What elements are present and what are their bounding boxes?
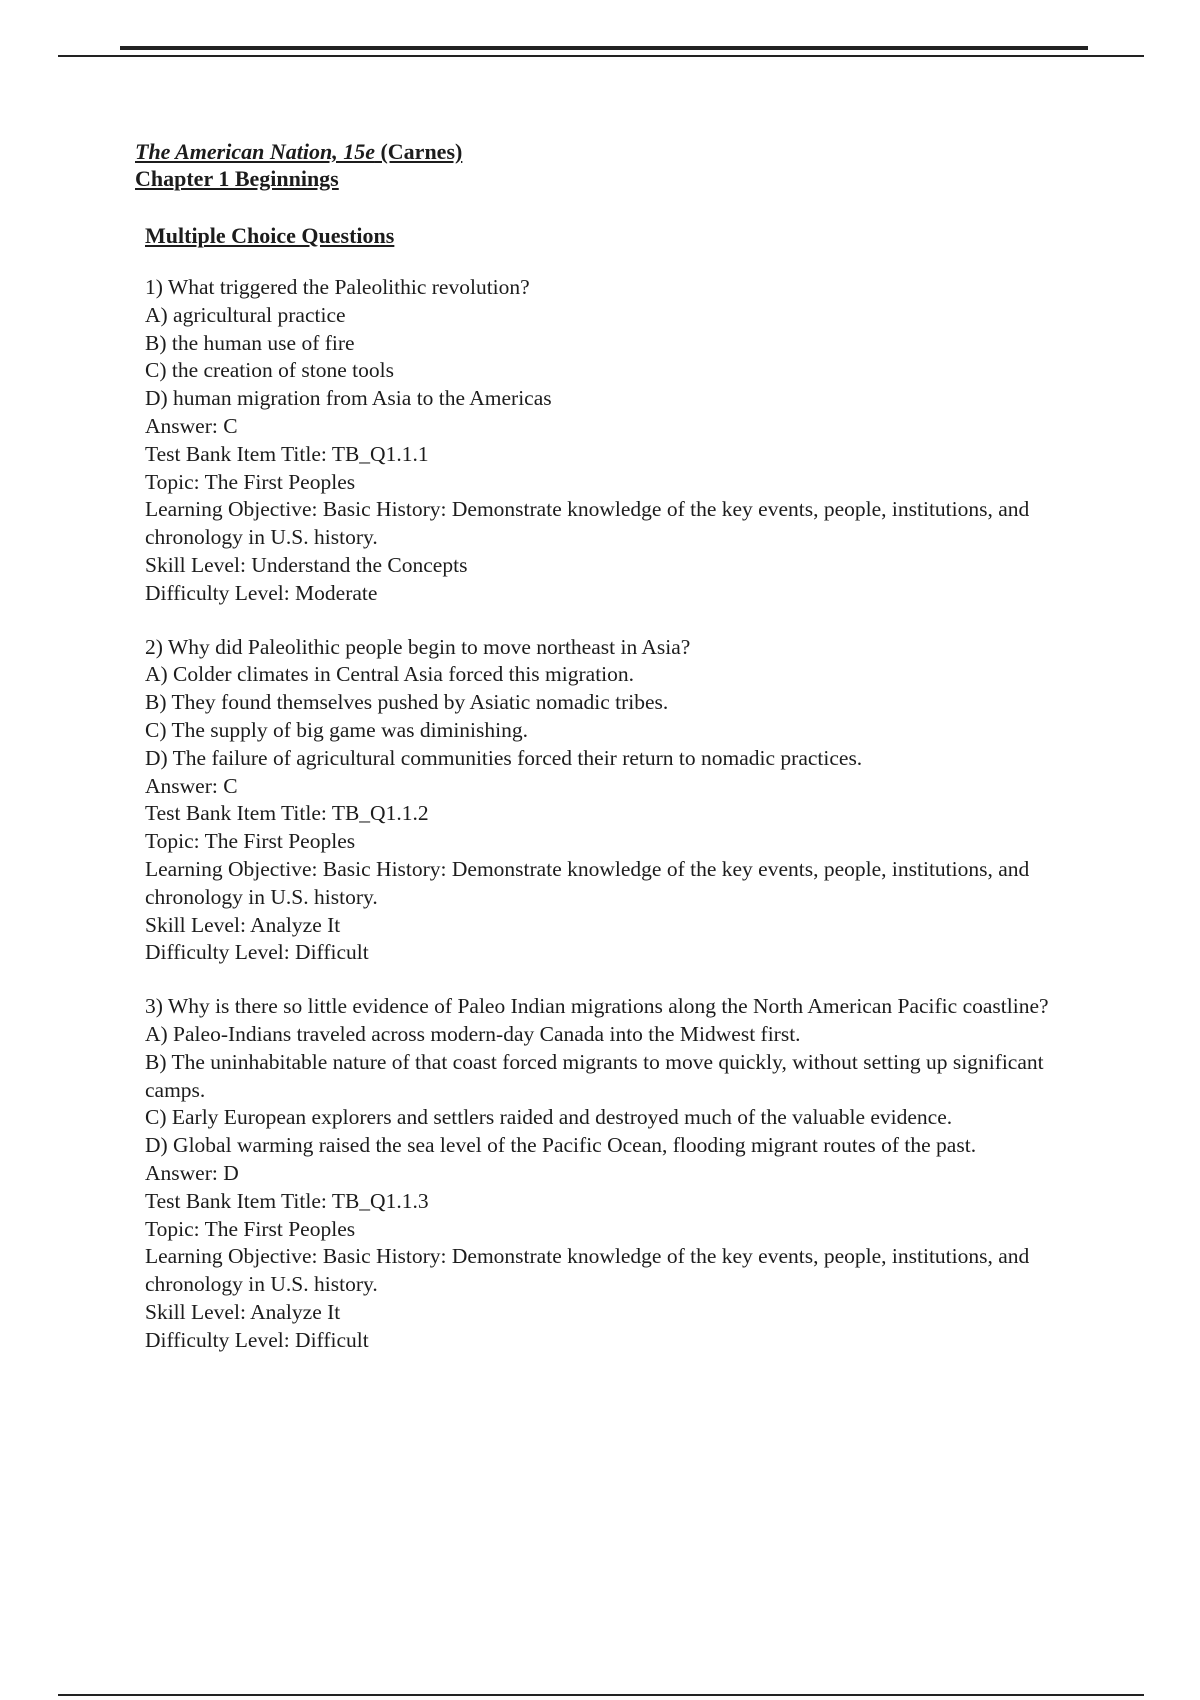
answer-option-b: B) The uninhabitable nature of that coast forced migrants to move quickly, without setting up significant camps. <box>145 1049 1044 1102</box>
answer-option-d: D) Global warming raised the sea level of the Pacific Ocean, flooding migrant routes of the past. <box>145 1133 977 1158</box>
difficulty-level: Difficulty Level: Moderate <box>145 580 378 605</box>
item-title: Test Bank Item Title: TB_Q1.1.3 <box>145 1188 429 1213</box>
section-heading: Multiple Choice Questions <box>145 223 395 248</box>
answer-option-c: C) The supply of big game was diminishing. <box>145 717 528 742</box>
learning-objective: Learning Objective: Basic History: Demonstrate knowledge of the key events, people, institutions, and chronology in U.S. history. <box>145 497 1030 550</box>
skill-level: Skill Level: Analyze It <box>145 912 341 937</box>
learning-objective: Learning Objective: Basic History: Demonstrate knowledge of the key events, people, institutions, and chronology in U.S. history. <box>145 1244 1030 1297</box>
question-1 <box>145 274 1105 608</box>
question-stem: 2) Why did Paleolithic people begin to move northeast in Asia? <box>145 634 691 659</box>
answer-key: Answer: D <box>145 1160 239 1185</box>
answer-option-a: A) Colder climates in Central Asia forced this migration. <box>145 662 635 687</box>
difficulty-level: Difficulty Level: Difficult <box>145 940 369 965</box>
header-rule <box>58 55 1144 57</box>
item-title: Test Bank Item Title: TB_Q1.1.1 <box>145 441 429 466</box>
answer-option-b: B) They found themselves pushed by Asiatic nomadic tribes. <box>145 690 669 715</box>
footer-rule <box>58 1694 1144 1696</box>
answer-key: Answer: C <box>145 413 238 438</box>
answer-option-a: A) agricultural practice <box>145 302 346 327</box>
difficulty-level: Difficulty Level: Difficult <box>145 1327 369 1352</box>
document-body <box>145 222 1105 1380</box>
question-3 <box>145 993 1105 1354</box>
book-title-italic: The American Nation, 15e <box>135 139 375 164</box>
item-title: Test Bank Item Title: TB_Q1.1.2 <box>145 801 429 826</box>
skill-level: Skill Level: Analyze It <box>145 1299 341 1324</box>
question-stem: 1) What triggered the Paleolithic revolution? <box>145 275 530 299</box>
topic: Topic: The First Peoples <box>145 1216 356 1241</box>
answer-option-c: C) Early European explorers and settlers raided and destroyed much of the valuable evidence. <box>145 1105 953 1130</box>
answer-option-c: C) the creation of stone tools <box>145 358 394 383</box>
book-author: (Carnes) <box>374 139 463 164</box>
answer-key: Answer: C <box>145 773 238 798</box>
header-rule-thick <box>120 46 1088 50</box>
learning-objective: Learning Objective: Basic History: Demonstrate knowledge of the key events, people, institutions, and chronology in U.S. history. <box>145 856 1030 909</box>
document-header <box>135 138 1035 192</box>
skill-level: Skill Level: Understand the Concepts <box>145 552 468 577</box>
question-2 <box>145 634 1105 968</box>
answer-option-d: D) The failure of agricultural communities forced their return to nomadic practices. <box>145 745 863 770</box>
book-title <box>135 138 1035 165</box>
question-stem: 3) Why is there so little evidence of Paleo Indian migrations along the North American Pacific coastline? <box>145 994 1049 1019</box>
answer-option-d: D) human migration from Asia to the Americas <box>145 386 552 411</box>
answer-option-a: A) Paleo-Indians traveled across modern-day Canada into the Midwest first. <box>145 1021 801 1046</box>
answer-option-b: B) the human use of fire <box>145 330 355 355</box>
topic: Topic: The First Peoples <box>145 469 356 494</box>
chapter-title: Chapter 1 Beginnings <box>135 166 339 191</box>
topic: Topic: The First Peoples <box>145 829 356 854</box>
